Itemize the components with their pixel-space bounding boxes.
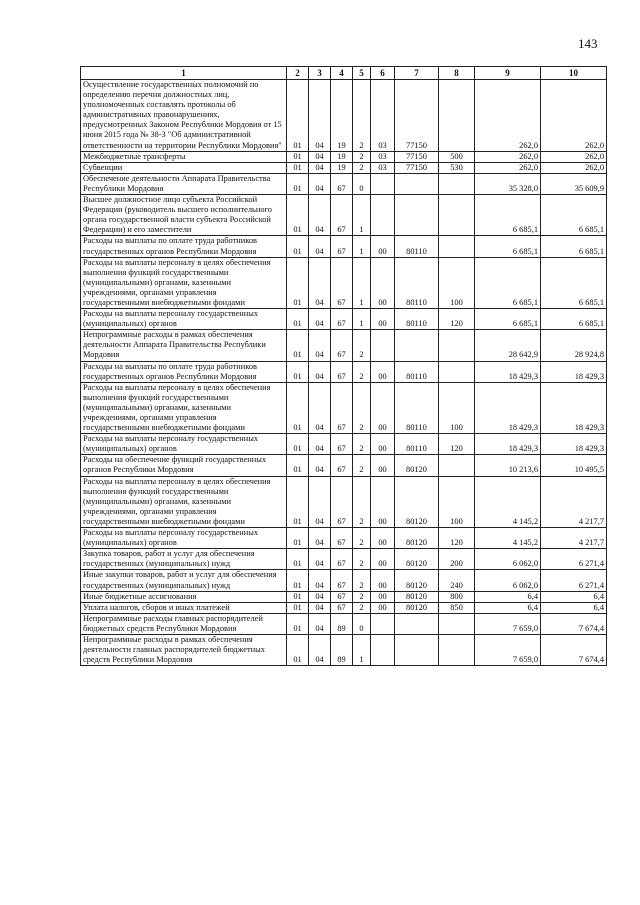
code-cell: 00 bbox=[371, 434, 395, 455]
code-cell: 67 bbox=[331, 195, 353, 236]
page-number: 143 bbox=[578, 36, 598, 51]
code-cell: 89 bbox=[331, 613, 353, 634]
amount-cell: 262,0 bbox=[475, 162, 541, 173]
code-cell: 100 bbox=[439, 257, 475, 308]
code-cell: 67 bbox=[331, 257, 353, 308]
code-cell: 04 bbox=[309, 476, 331, 527]
code-cell bbox=[395, 330, 439, 361]
header-cell: 5 bbox=[353, 67, 371, 80]
code-cell: 120 bbox=[439, 434, 475, 455]
item-name-cell: Уплата налогов, сборов и иных платежей bbox=[81, 602, 287, 613]
code-cell: 80110 bbox=[395, 434, 439, 455]
code-cell: 67 bbox=[331, 528, 353, 549]
amount-cell: 6,4 bbox=[541, 591, 607, 602]
table-row bbox=[81, 476, 607, 527]
code-cell: 04 bbox=[309, 602, 331, 613]
code-cell: 04 bbox=[309, 382, 331, 433]
header-cell: 8 bbox=[439, 67, 475, 80]
code-cell bbox=[439, 173, 475, 194]
code-cell: 19 bbox=[331, 162, 353, 173]
code-cell: 00 bbox=[371, 382, 395, 433]
code-cell: 04 bbox=[309, 151, 331, 162]
code-cell: 240 bbox=[439, 570, 475, 591]
code-cell: 01 bbox=[287, 162, 309, 173]
code-cell: 04 bbox=[309, 570, 331, 591]
code-cell: 77150 bbox=[395, 162, 439, 173]
amount-cell: 6,4 bbox=[475, 591, 541, 602]
code-cell: 01 bbox=[287, 361, 309, 382]
amount-cell: 18 429,3 bbox=[541, 361, 607, 382]
code-cell: 00 bbox=[371, 476, 395, 527]
code-cell: 80110 bbox=[395, 309, 439, 330]
header-cell: 9 bbox=[475, 67, 541, 80]
code-cell: 01 bbox=[287, 476, 309, 527]
table-row bbox=[81, 195, 607, 236]
code-cell: 80120 bbox=[395, 549, 439, 570]
amount-cell: 6 271,4 bbox=[541, 570, 607, 591]
code-cell bbox=[395, 195, 439, 236]
amount-cell: 18 429,3 bbox=[475, 361, 541, 382]
code-cell: 77150 bbox=[395, 151, 439, 162]
header-cell: 2 bbox=[287, 67, 309, 80]
code-cell: 0 bbox=[353, 173, 371, 194]
header-cell: 7 bbox=[395, 67, 439, 80]
code-cell bbox=[439, 361, 475, 382]
code-cell: 80110 bbox=[395, 236, 439, 257]
code-cell bbox=[439, 330, 475, 361]
code-cell: 00 bbox=[371, 602, 395, 613]
code-cell bbox=[439, 613, 475, 634]
code-cell: 04 bbox=[309, 330, 331, 361]
code-cell: 01 bbox=[287, 591, 309, 602]
amount-cell: 6 685,1 bbox=[475, 195, 541, 236]
code-cell: 2 bbox=[353, 549, 371, 570]
amount-cell: 4 217,7 bbox=[541, 476, 607, 527]
code-cell: 01 bbox=[287, 330, 309, 361]
header-cell: 4 bbox=[331, 67, 353, 80]
code-cell: 19 bbox=[331, 80, 353, 152]
table-row bbox=[81, 173, 607, 194]
item-name-cell: Закупка товаров, работ и услуг для обеспечения государственных (муниципальных) нужд bbox=[81, 549, 287, 570]
code-cell: 04 bbox=[309, 195, 331, 236]
code-cell: 80120 bbox=[395, 455, 439, 476]
code-cell: 2 bbox=[353, 591, 371, 602]
code-cell: 00 bbox=[371, 591, 395, 602]
code-cell: 01 bbox=[287, 549, 309, 570]
code-cell: 00 bbox=[371, 236, 395, 257]
table-row bbox=[81, 361, 607, 382]
code-cell: 80120 bbox=[395, 476, 439, 527]
table-row bbox=[81, 634, 607, 665]
amount-cell: 262,0 bbox=[541, 80, 607, 152]
item-name-cell: Обеспечение деятельности Аппарата Правительства Республики Мордовия bbox=[81, 173, 287, 194]
code-cell: 530 bbox=[439, 162, 475, 173]
code-cell: 04 bbox=[309, 591, 331, 602]
code-cell: 850 bbox=[439, 602, 475, 613]
code-cell: 80120 bbox=[395, 591, 439, 602]
code-cell: 01 bbox=[287, 80, 309, 152]
amount-cell: 7 674,4 bbox=[541, 634, 607, 665]
code-cell: 200 bbox=[439, 549, 475, 570]
code-cell: 67 bbox=[331, 361, 353, 382]
code-cell: 03 bbox=[371, 80, 395, 152]
amount-cell: 28 642,9 bbox=[475, 330, 541, 361]
code-cell: 500 bbox=[439, 151, 475, 162]
amount-cell: 4 145,2 bbox=[475, 476, 541, 527]
code-cell: 2 bbox=[353, 434, 371, 455]
table-row bbox=[81, 528, 607, 549]
code-cell: 00 bbox=[371, 528, 395, 549]
table-row bbox=[81, 570, 607, 591]
code-cell bbox=[395, 634, 439, 665]
table-row bbox=[81, 309, 607, 330]
item-name-cell: Расходы на выплаты персоналу в целях обеспечения выполнения функций государственными (муниципальными) органами, казенными учреждениями, органами управления государственными внебюджетными фондами bbox=[81, 382, 287, 433]
code-cell: 2 bbox=[353, 570, 371, 591]
code-cell: 67 bbox=[331, 434, 353, 455]
code-cell: 67 bbox=[331, 382, 353, 433]
code-cell: 04 bbox=[309, 455, 331, 476]
code-cell: 100 bbox=[439, 476, 475, 527]
code-cell bbox=[439, 455, 475, 476]
code-cell: 03 bbox=[371, 162, 395, 173]
amount-cell: 7 674,4 bbox=[541, 613, 607, 634]
code-cell bbox=[395, 613, 439, 634]
table-row bbox=[81, 591, 607, 602]
item-name-cell: Расходы на обеспечение функций государственных органов Республики Мордовия bbox=[81, 455, 287, 476]
table-row bbox=[81, 613, 607, 634]
code-cell: 80120 bbox=[395, 528, 439, 549]
table-row bbox=[81, 257, 607, 308]
code-cell: 2 bbox=[353, 455, 371, 476]
code-cell: 67 bbox=[331, 602, 353, 613]
code-cell: 67 bbox=[331, 173, 353, 194]
code-cell: 2 bbox=[353, 602, 371, 613]
item-name-cell: Расходы на выплаты персоналу государственных (муниципальных) органов bbox=[81, 528, 287, 549]
budget-table bbox=[80, 66, 607, 666]
table-row bbox=[81, 602, 607, 613]
code-cell bbox=[439, 195, 475, 236]
code-cell: 00 bbox=[371, 455, 395, 476]
code-cell bbox=[371, 613, 395, 634]
code-cell: 1 bbox=[353, 634, 371, 665]
item-name-cell: Непрограммные расходы главных распорядителей бюджетных средств Республики Мордовия bbox=[81, 613, 287, 634]
item-name-cell: Межбюджетные трансферты bbox=[81, 151, 287, 162]
amount-cell: 28 924,8 bbox=[541, 330, 607, 361]
amount-cell: 6 685,1 bbox=[475, 309, 541, 330]
code-cell: 04 bbox=[309, 80, 331, 152]
item-name-cell: Расходы на выплаты по оплате труда работников государственных органов Республики Мордовия bbox=[81, 361, 287, 382]
code-cell: 04 bbox=[309, 528, 331, 549]
code-cell: 00 bbox=[371, 361, 395, 382]
amount-cell: 10 213,6 bbox=[475, 455, 541, 476]
item-name-cell: Иные закупки товаров, работ и услуг для обеспечения государственных (муниципальных) нужд bbox=[81, 570, 287, 591]
table-row bbox=[81, 151, 607, 162]
code-cell: 67 bbox=[331, 455, 353, 476]
code-cell: 1 bbox=[353, 257, 371, 308]
code-cell: 1 bbox=[353, 236, 371, 257]
code-cell: 2 bbox=[353, 162, 371, 173]
code-cell: 04 bbox=[309, 549, 331, 570]
amount-cell: 6 685,1 bbox=[541, 236, 607, 257]
code-cell: 01 bbox=[287, 528, 309, 549]
code-cell: 01 bbox=[287, 455, 309, 476]
code-cell: 04 bbox=[309, 236, 331, 257]
code-cell: 01 bbox=[287, 382, 309, 433]
code-cell bbox=[371, 634, 395, 665]
code-cell: 77150 bbox=[395, 80, 439, 152]
amount-cell: 10 495,5 bbox=[541, 455, 607, 476]
code-cell: 00 bbox=[371, 549, 395, 570]
item-name-cell: Непрограммные расходы в рамках обеспечения деятельности главных распорядителей бюджетных средств Республики Мордовия bbox=[81, 634, 287, 665]
code-cell: 04 bbox=[309, 173, 331, 194]
amount-cell: 18 429,3 bbox=[475, 382, 541, 433]
amount-cell: 6 685,1 bbox=[541, 195, 607, 236]
code-cell: 01 bbox=[287, 613, 309, 634]
code-cell: 01 bbox=[287, 634, 309, 665]
amount-cell: 18 429,3 bbox=[541, 434, 607, 455]
code-cell: 67 bbox=[331, 236, 353, 257]
code-cell: 01 bbox=[287, 257, 309, 308]
amount-cell: 4 217,7 bbox=[541, 528, 607, 549]
code-cell: 120 bbox=[439, 528, 475, 549]
code-cell: 2 bbox=[353, 528, 371, 549]
header-cell: 6 bbox=[371, 67, 395, 80]
code-cell: 04 bbox=[309, 309, 331, 330]
code-cell: 67 bbox=[331, 549, 353, 570]
code-cell: 80120 bbox=[395, 602, 439, 613]
header-cell: 3 bbox=[309, 67, 331, 80]
code-cell: 2 bbox=[353, 80, 371, 152]
code-cell bbox=[371, 330, 395, 361]
amount-cell: 35 328,0 bbox=[475, 173, 541, 194]
code-cell: 01 bbox=[287, 151, 309, 162]
code-cell: 67 bbox=[331, 476, 353, 527]
amount-cell: 6,4 bbox=[541, 602, 607, 613]
code-cell: 04 bbox=[309, 257, 331, 308]
code-cell: 01 bbox=[287, 309, 309, 330]
code-cell bbox=[439, 634, 475, 665]
amount-cell: 6 685,1 bbox=[541, 309, 607, 330]
code-cell: 04 bbox=[309, 434, 331, 455]
code-cell: 01 bbox=[287, 602, 309, 613]
code-cell bbox=[371, 173, 395, 194]
amount-cell: 6 271,4 bbox=[541, 549, 607, 570]
code-cell: 03 bbox=[371, 151, 395, 162]
item-name-cell: Расходы на выплаты персоналу в целях обеспечения выполнения функций государственными (муниципальными) органами, казенными учреждениями, органами управления государственными внебюджетными фондами bbox=[81, 476, 287, 527]
item-name-cell: Осуществление государственных полномочий по определению перечня должностных лиц, уполномоченных составлять протоколы об административных правонарушениях, предусмотренных Законом Республики Мордовия от 15 июня 2015 года № 38-З "Об административной ответственности на территории Республики Мордовия" bbox=[81, 80, 287, 152]
code-cell: 2 bbox=[353, 361, 371, 382]
code-cell: 04 bbox=[309, 162, 331, 173]
header-cell: 1 bbox=[81, 67, 287, 80]
amount-cell: 6 685,1 bbox=[475, 236, 541, 257]
amount-cell: 262,0 bbox=[541, 162, 607, 173]
code-cell: 120 bbox=[439, 309, 475, 330]
code-cell: 80110 bbox=[395, 257, 439, 308]
item-name-cell: Субвенции bbox=[81, 162, 287, 173]
item-name-cell: Высшее должностное лицо субъекта Российской Федерации (руководитель высшего исполнительного органа государственной власти субъекта Российской Федерации) и его заместители bbox=[81, 195, 287, 236]
code-cell: 00 bbox=[371, 257, 395, 308]
amount-cell: 18 429,3 bbox=[475, 434, 541, 455]
code-cell: 2 bbox=[353, 382, 371, 433]
amount-cell: 6 062,0 bbox=[475, 570, 541, 591]
code-cell: 01 bbox=[287, 570, 309, 591]
code-cell: 01 bbox=[287, 434, 309, 455]
amount-cell: 6,4 bbox=[475, 602, 541, 613]
item-name-cell: Непрограммные расходы в рамках обеспечения деятельности Аппарата Правительства Республики Мордовия bbox=[81, 330, 287, 361]
code-cell: 2 bbox=[353, 151, 371, 162]
code-cell: 800 bbox=[439, 591, 475, 602]
code-cell bbox=[439, 236, 475, 257]
code-cell: 2 bbox=[353, 330, 371, 361]
code-cell bbox=[395, 173, 439, 194]
code-cell: 89 bbox=[331, 634, 353, 665]
item-name-cell: Расходы на выплаты персоналу государственных (муниципальных) органов bbox=[81, 309, 287, 330]
code-cell: 1 bbox=[353, 309, 371, 330]
code-cell: 01 bbox=[287, 195, 309, 236]
table-row bbox=[81, 162, 607, 173]
code-cell: 80120 bbox=[395, 570, 439, 591]
code-cell: 67 bbox=[331, 570, 353, 591]
item-name-cell: Расходы на выплаты по оплате труда работников государственных органов Республики Мордовия bbox=[81, 236, 287, 257]
amount-cell: 262,0 bbox=[475, 151, 541, 162]
table-body bbox=[81, 80, 607, 666]
amount-cell: 4 145,2 bbox=[475, 528, 541, 549]
amount-cell: 6 685,1 bbox=[475, 257, 541, 308]
code-cell bbox=[371, 195, 395, 236]
amount-cell: 6 062,0 bbox=[475, 549, 541, 570]
code-cell: 67 bbox=[331, 591, 353, 602]
amount-cell: 262,0 bbox=[475, 80, 541, 152]
table-row bbox=[81, 455, 607, 476]
code-cell: 80110 bbox=[395, 361, 439, 382]
code-cell: 00 bbox=[371, 570, 395, 591]
table-row bbox=[81, 330, 607, 361]
amount-cell: 7 659,0 bbox=[475, 613, 541, 634]
code-cell: 0 bbox=[353, 613, 371, 634]
item-name-cell: Расходы на выплаты персоналу в целях обеспечения выполнения функций государственными (муниципальными) органами, казенными учреждениями, органами управления государственными внебюджетными фондами bbox=[81, 257, 287, 308]
table-row bbox=[81, 434, 607, 455]
code-cell: 19 bbox=[331, 151, 353, 162]
code-cell bbox=[439, 80, 475, 152]
amount-cell: 18 429,3 bbox=[541, 382, 607, 433]
code-cell: 01 bbox=[287, 236, 309, 257]
item-name-cell: Иные бюджетные ассигнования bbox=[81, 591, 287, 602]
code-cell: 04 bbox=[309, 613, 331, 634]
table-header-row bbox=[81, 67, 607, 80]
table-row bbox=[81, 549, 607, 570]
table-row bbox=[81, 80, 607, 152]
table-row bbox=[81, 236, 607, 257]
code-cell: 100 bbox=[439, 382, 475, 433]
amount-cell: 35 609,9 bbox=[541, 173, 607, 194]
amount-cell: 262,0 bbox=[541, 151, 607, 162]
code-cell: 80110 bbox=[395, 382, 439, 433]
header-cell: 10 bbox=[541, 67, 607, 80]
code-cell: 00 bbox=[371, 309, 395, 330]
code-cell: 04 bbox=[309, 634, 331, 665]
amount-cell: 7 659,0 bbox=[475, 634, 541, 665]
item-name-cell: Расходы на выплаты персоналу государственных (муниципальных) органов bbox=[81, 434, 287, 455]
code-cell: 1 bbox=[353, 195, 371, 236]
table-row bbox=[81, 382, 607, 433]
code-cell: 2 bbox=[353, 476, 371, 527]
code-cell: 67 bbox=[331, 330, 353, 361]
code-cell: 04 bbox=[309, 361, 331, 382]
code-cell: 67 bbox=[331, 309, 353, 330]
amount-cell: 6 685,1 bbox=[541, 257, 607, 308]
code-cell: 01 bbox=[287, 173, 309, 194]
